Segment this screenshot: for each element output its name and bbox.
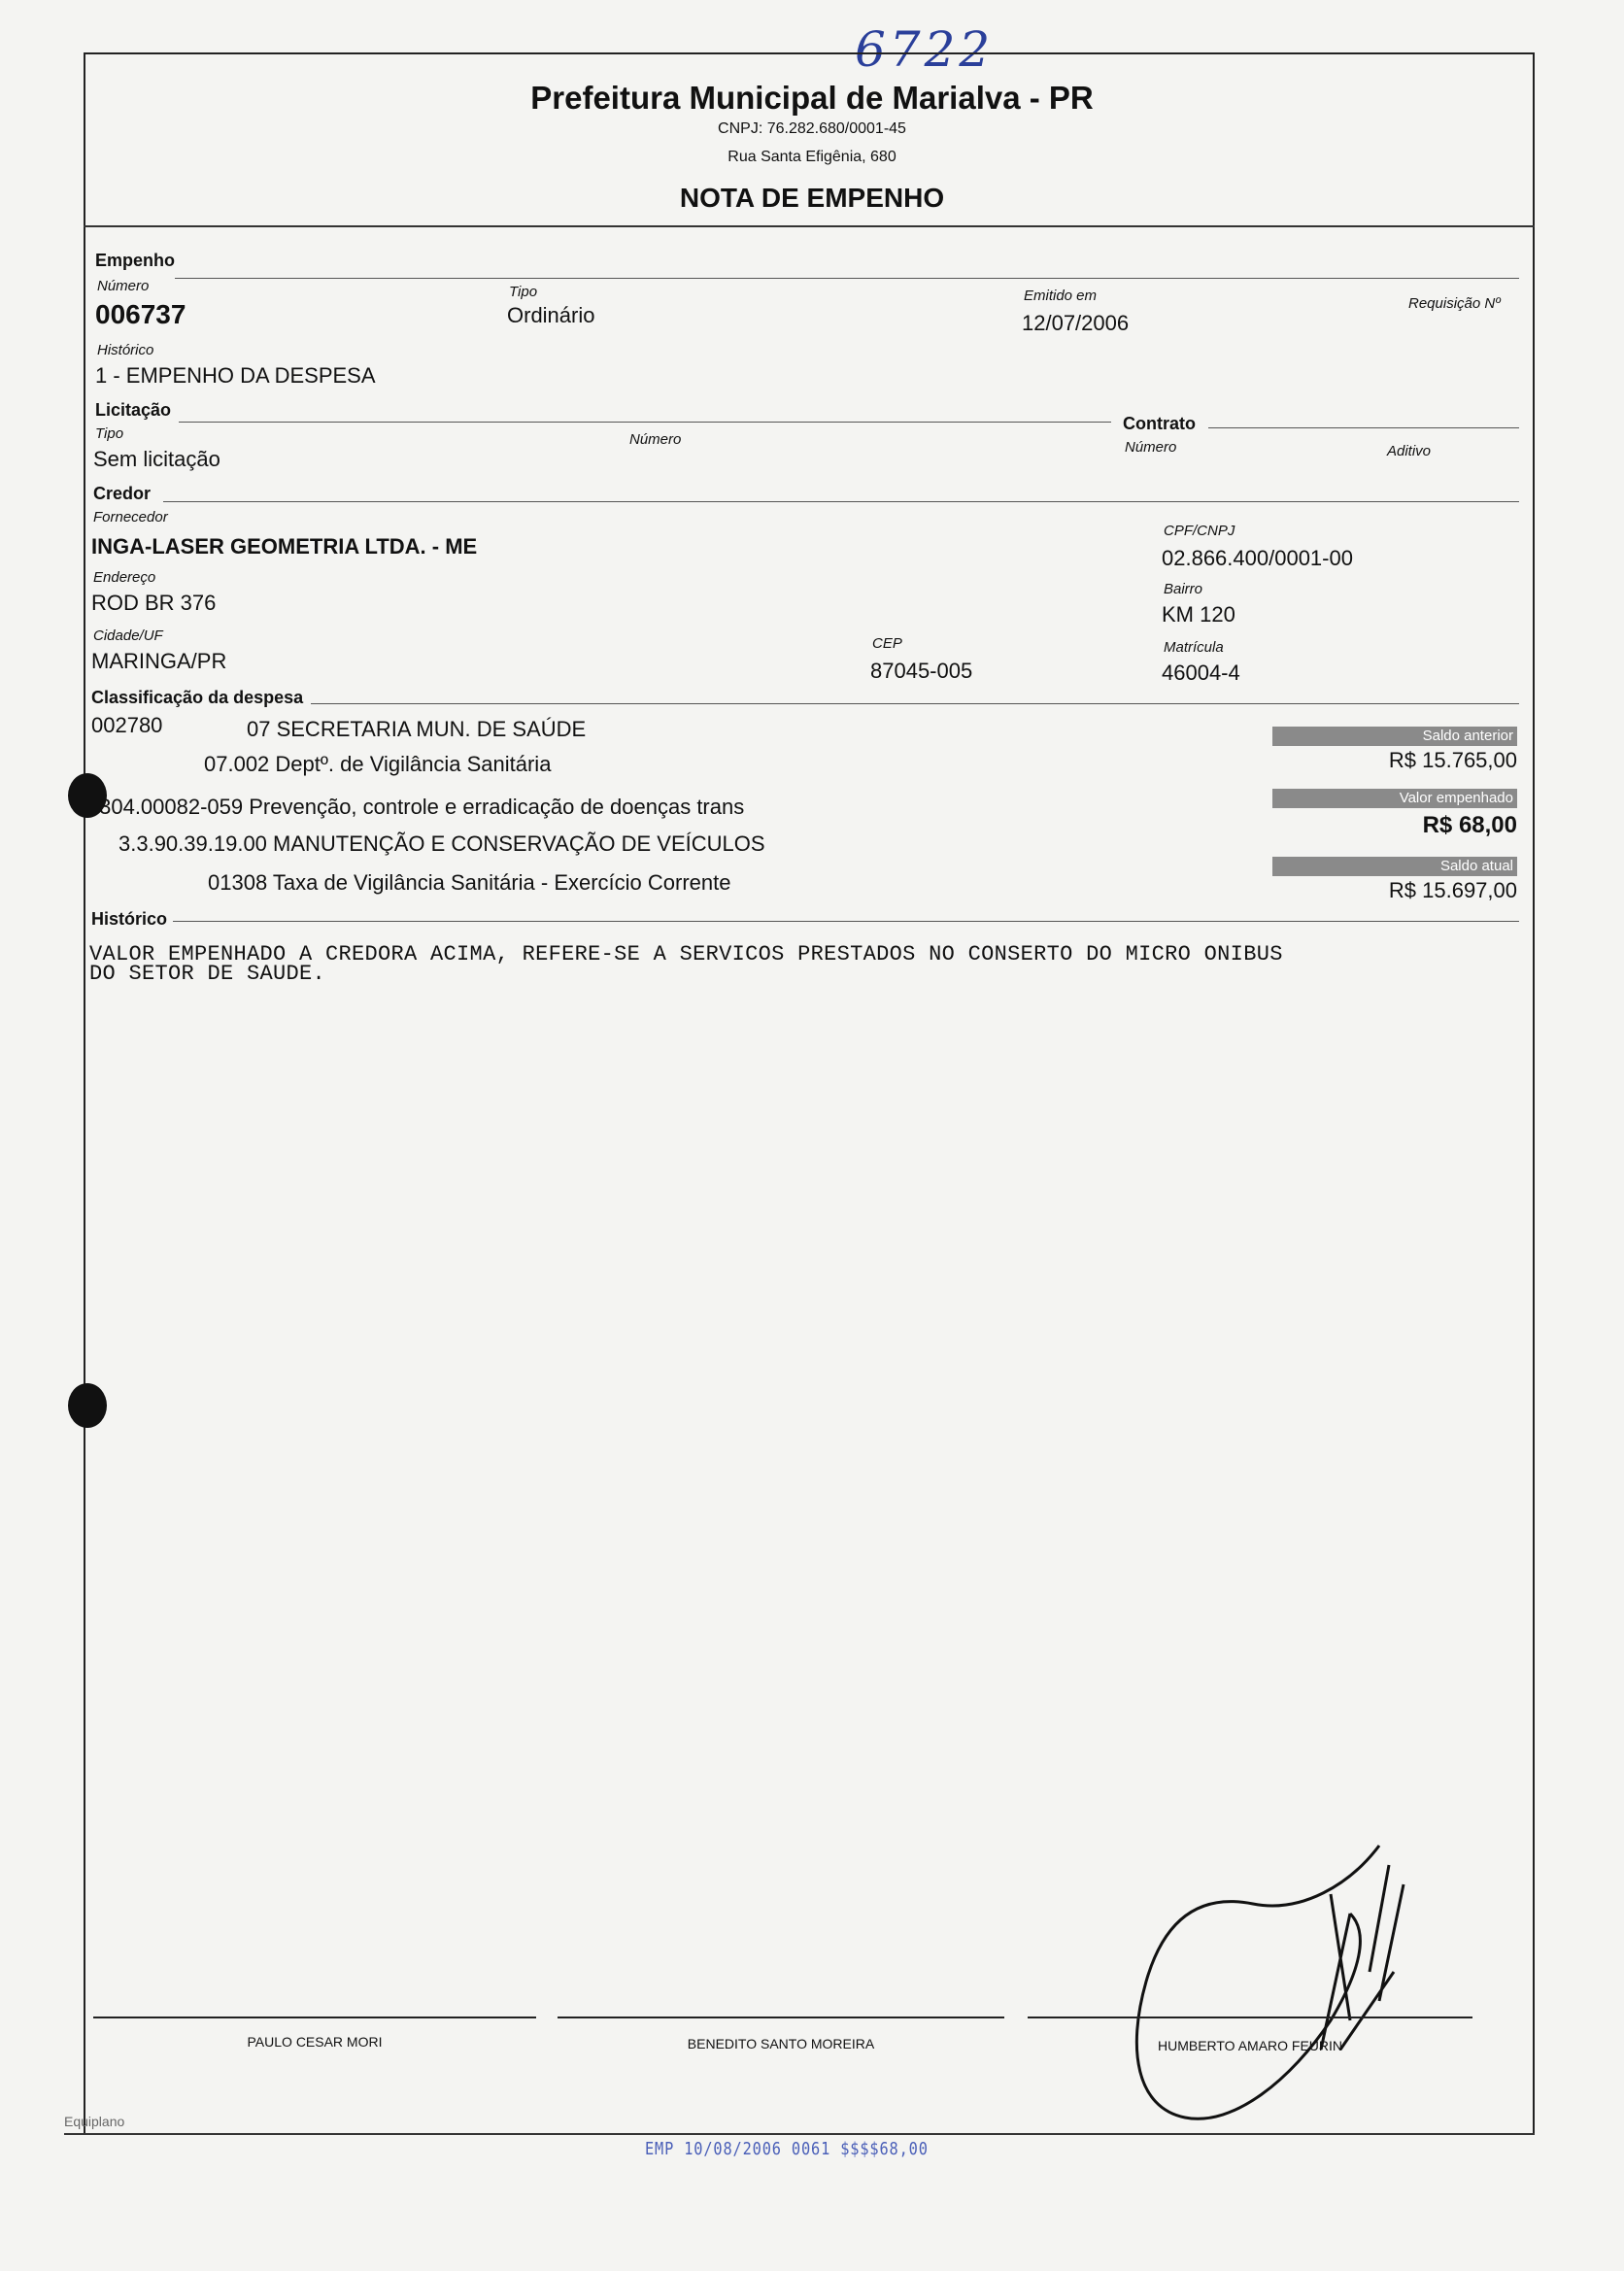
empenho-number: 006737 — [95, 299, 186, 329]
org-name: Prefeitura Municipal de Marialva - PR — [530, 80, 1094, 116]
signature-name-3: HUMBERTO AMARO FEURIN — [1157, 2038, 1343, 2053]
punch-hole-bottom — [68, 1383, 107, 1428]
cnpj-text: CNPJ: 76.282.680/0001-45 — [718, 120, 906, 137]
licitacao-rule — [179, 422, 1111, 423]
classificacao-line5: 01308 Taxa de Vigilância Sanitária - Exercício Corrente — [208, 870, 731, 895]
saldo-atual-bar: Saldo atual — [1272, 857, 1517, 876]
cidade-value: MARINGA/PR — [91, 649, 227, 673]
footer-divider — [64, 2133, 1535, 2135]
emitido-label: Emitido em — [1024, 288, 1098, 304]
software-label: Equiplano — [64, 2114, 125, 2129]
bairro-value: KM 120 — [1162, 602, 1235, 627]
historico-label: Histórico — [97, 342, 154, 358]
historico-value: 1 - EMPENHO DA DESPESA — [95, 363, 376, 388]
cep-value: 87045-005 — [870, 659, 973, 683]
saldo-anterior-bar: Saldo anterior — [1272, 727, 1517, 746]
contrato-section-title: Contrato — [1123, 414, 1201, 434]
historico-rule — [171, 921, 1519, 922]
signature-line-1 — [93, 2017, 536, 2018]
signature-name-1: PAULO CESAR MORI — [247, 2034, 383, 2050]
emitido-value: 12/07/2006 — [1022, 311, 1130, 335]
classificacao-line4: 3.3.90.39.19.00 MANUTENÇÃO E CONSERVAÇÃO DE VEÍCULOS — [118, 831, 765, 856]
signature-line-3 — [1028, 2017, 1472, 2018]
classificacao-rule — [311, 703, 1519, 704]
signature-line-2 — [558, 2017, 1004, 2018]
matricula-value: 46004-4 — [1162, 661, 1240, 685]
licitacao-tipo-label: Tipo — [95, 425, 124, 442]
saldo-anterior-value: R$ 15.765,00 — [1388, 748, 1517, 772]
credor-rule — [163, 501, 1519, 502]
cidade-label: Cidade/UF — [93, 627, 163, 644]
empenho-rule — [175, 278, 1519, 279]
contrato-numero-label: Número — [1125, 439, 1177, 456]
classificacao-line2: 07.002 Deptº. de Vigilância Sanitária — [204, 752, 552, 776]
cpf-label: CPF/CNPJ — [1164, 523, 1235, 539]
aditivo-label: Aditivo — [1387, 443, 1432, 459]
matricula-label: Matrícula — [1164, 639, 1224, 656]
tipo-value: Ordinário — [507, 303, 595, 327]
bank-stamp: EMP 10/08/2006 0061 $$$$68,00 — [645, 2139, 929, 2159]
numero-label: Número — [97, 278, 150, 294]
saldo-atual-value: R$ 15.697,00 — [1388, 878, 1517, 902]
licitacao-section-title: Licitação — [95, 400, 177, 421]
classificacao-line1: 07 SECRETARIA MUN. DE SAÚDE — [247, 717, 587, 741]
signature-name-2: BENEDITO SANTO MOREIRA — [687, 2036, 875, 2051]
handwritten-number: 6722 — [855, 21, 995, 78]
fornecedor-label: Fornecedor — [93, 509, 168, 525]
valor-empenhado-value: R$ 68,00 — [1422, 812, 1517, 838]
signature-scribble — [1059, 1826, 1467, 2147]
licitacao-numero-label: Número — [629, 431, 682, 448]
tipo-label: Tipo — [509, 284, 538, 300]
classificacao-line3: .304.00082-059 Prevenção, controle e erradicação de doenças trans — [93, 795, 745, 819]
address-text: Rua Santa Efigênia, 680 — [727, 149, 897, 165]
requisicao-label: Requisição Nº — [1408, 295, 1501, 312]
licitacao-tipo-value: Sem licitação — [93, 447, 220, 471]
valor-empenhado-bar: Valor empenhado — [1272, 789, 1517, 808]
cep-label: CEP — [872, 635, 902, 652]
historico-text-line2: DO SETOR DE SAUDE. — [89, 962, 326, 986]
historico-section-title: Histórico — [91, 909, 173, 930]
bairro-label: Bairro — [1164, 581, 1203, 597]
historico-text-line1: VALOR EMPENHADO A CREDORA ACIMA, REFERE-SE A SERVICOS PRESTADOS NO CONSERTO DO MICRO ONIBUS — [89, 942, 1283, 966]
classificacao-code: 002780 — [91, 713, 163, 737]
endereco-label: Endereço — [93, 569, 156, 586]
doc-title: NOTA DE EMPENHO — [679, 183, 945, 213]
endereco-value: ROD BR 376 — [91, 591, 217, 615]
fornecedor-value: INGA-LASER GEOMETRIA LTDA. - ME — [91, 534, 478, 559]
cpf-value: 02.866.400/0001-00 — [1162, 546, 1353, 570]
empenho-section-title: Empenho — [95, 251, 181, 271]
credor-section-title: Credor — [93, 484, 156, 504]
classificacao-section-title: Classificação da despesa — [91, 688, 309, 708]
header-divider — [84, 225, 1535, 227]
contrato-rule — [1208, 427, 1519, 428]
